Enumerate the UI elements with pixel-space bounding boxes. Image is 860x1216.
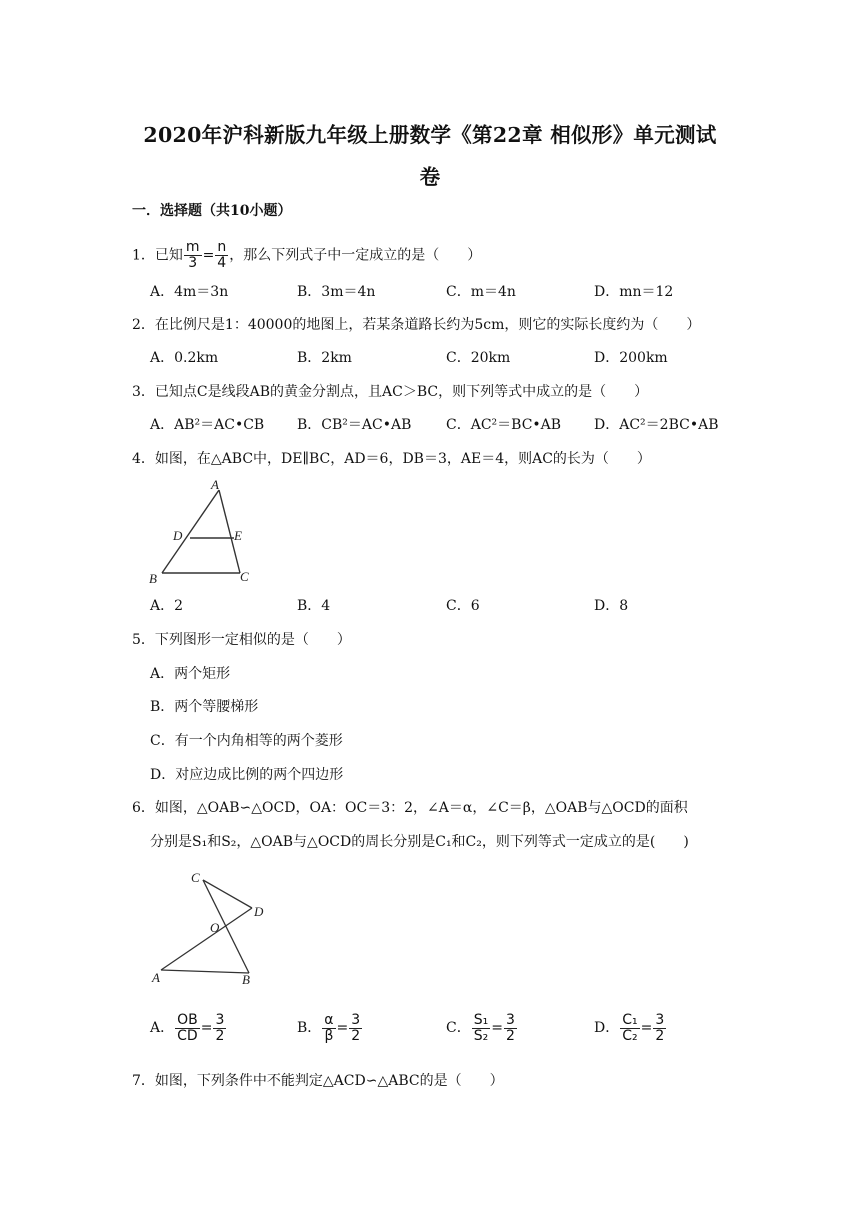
document-title-line1: 2020年沪科新版九年级上册数学《第22章 相似形》单元测试 [143, 123, 717, 147]
question-4-stem: 4．如图，在△ABC中，DE∥BC，AD＝6，DB＝3，AE＝4，则AC的长为（ ） [132, 451, 651, 467]
q6-d-equals: = [640, 1020, 653, 1036]
q6-option-b[interactable] [297, 1010, 363, 1046]
q1-option-b[interactable]: B．3m＝4n [297, 284, 376, 300]
q6-figure-svg [148, 866, 273, 988]
question-1-stem [132, 240, 481, 271]
q6-a-den: CD [177, 1027, 198, 1044]
q6-option-d-fraction [620, 1013, 639, 1044]
q6-figure [148, 866, 273, 992]
q6-option-a-ratio [213, 1013, 226, 1044]
question-6-stem-line2: 分别是S₁和S₂，△OAB与△OCD的周长分别是C₁和C₂，则下列等式一定成立的是( ) [150, 834, 689, 850]
q4-option-a[interactable]: A．2 [150, 598, 184, 614]
question-6-stem-line1: 6．如图，△OAB∽△OCD，OA：OC＝3：2，∠A＝α，∠C＝β，△OAB与△OCD的面积 [132, 800, 688, 816]
q5-option-a[interactable]: A．两个矩形 [150, 666, 231, 682]
q6-option-d[interactable] [594, 1010, 667, 1046]
document-title-line2: 卷 [419, 165, 441, 189]
q6-c-rden: 2 [505, 1027, 515, 1044]
q1-fraction-left [184, 240, 202, 271]
q6-d-den: C₂ [622, 1027, 638, 1044]
q6-d-rnum: 3 [655, 1011, 665, 1028]
q4-figure-svg [145, 476, 270, 588]
q6-c-rnum: 3 [505, 1011, 515, 1028]
q6-b-rnum: 3 [351, 1011, 361, 1028]
q6-label-b: B [242, 972, 250, 987]
q6-option-a[interactable] [150, 1010, 227, 1046]
q4-option-b[interactable]: B．4 [297, 598, 331, 614]
q5-option-d[interactable]: D．对应边成比例的两个四边形 [150, 767, 344, 783]
q3-option-b[interactable]: B．CB²＝AC•AB [297, 417, 412, 433]
q6-option-c[interactable] [446, 1010, 518, 1046]
q6-option-c-fraction [472, 1013, 491, 1044]
q6-label-o: O [210, 920, 220, 935]
q6-c-den: S₂ [473, 1027, 489, 1044]
q4-triangle-figure [145, 476, 270, 592]
q1-suffix: ，那么下列式子中一定成立的是（ ） [229, 247, 482, 264]
q6-option-a-label: A． [150, 1020, 175, 1036]
q1-equals: = [202, 247, 215, 264]
q5-option-c[interactable]: C．有一个内角相等的两个菱形 [150, 733, 343, 749]
q6-a-rnum: 3 [215, 1011, 225, 1028]
q2-option-d[interactable]: D．200km [594, 350, 668, 366]
q6-a-rden: 2 [215, 1027, 225, 1044]
q2-option-a[interactable]: A．0.2km [150, 350, 219, 366]
q6-option-b-fraction [322, 1013, 335, 1044]
q6-option-a-fraction [175, 1013, 200, 1044]
q5-option-b[interactable]: B．两个等腰梯形 [150, 699, 259, 715]
q6-option-b-ratio [349, 1013, 362, 1044]
q6-option-c-label: C． [446, 1020, 471, 1036]
q6-label-a: A [152, 970, 160, 985]
q1-frac-right-num: n [217, 239, 227, 255]
q6-option-c-ratio [504, 1013, 517, 1044]
q6-d-rden: 2 [655, 1027, 665, 1044]
q6-option-d-ratio [653, 1013, 666, 1044]
q6-option-b-label: B． [297, 1020, 322, 1036]
q6-b-den: β [324, 1027, 334, 1044]
q6-label-c: C [191, 870, 200, 885]
q2-option-b[interactable]: B．2km [297, 350, 352, 366]
q1-option-c[interactable]: C．m＝4n [446, 284, 516, 300]
q3-option-a[interactable]: A．AB²＝AC•CB [150, 417, 265, 433]
q6-label-d: D [254, 904, 264, 919]
q4-option-c[interactable]: C．6 [446, 598, 480, 614]
q4-label-a: A [211, 477, 219, 492]
q6-b-equals: = [336, 1020, 349, 1036]
q1-fraction-right [215, 240, 228, 271]
q6-option-d-label: D． [594, 1020, 620, 1036]
q1-frac-left-num: m [185, 239, 200, 255]
question-3-stem: 3．已知点C是线段AB的黄金分割点，且AC＞BC，则下列等式中成立的是（ ） [132, 384, 649, 400]
q4-option-d[interactable]: D．8 [594, 598, 629, 614]
q3-option-d[interactable]: D．AC²＝2BC•AB [594, 417, 719, 433]
q4-label-e: E [234, 528, 242, 543]
section-heading: 一．选择题（共10小题） [132, 203, 292, 219]
question-7-stem: 7．如图，下列条件中不能判定△ACD∽△ABC的是（ ） [132, 1073, 504, 1089]
q4-label-d: D [173, 528, 183, 543]
q3-option-c[interactable]: C．AC²＝BC•AB [446, 417, 562, 433]
q6-d-num: C₁ [622, 1011, 638, 1028]
q1-prefix: 1．已知 [132, 247, 183, 264]
q6-a-equals: = [200, 1020, 213, 1036]
q1-option-a[interactable]: A．4m＝3n [150, 284, 229, 300]
q6-b-num: α [324, 1011, 334, 1028]
q6-c-equals: = [491, 1020, 503, 1036]
q1-frac-right-den: 4 [217, 255, 227, 271]
q4-label-c: C [240, 569, 249, 584]
q6-b-rden: 2 [351, 1027, 361, 1044]
q2-option-c[interactable]: C．20km [446, 350, 511, 366]
q1-option-d[interactable]: D．mn＝12 [594, 284, 674, 300]
q6-a-num: OB [177, 1011, 198, 1028]
q1-frac-left-den: 3 [188, 255, 198, 271]
question-2-stem: 2．在比例尺是1：40000的地图上，若某条道路长约为5cm，则它的实际长度约为（ ） [132, 317, 701, 333]
q4-label-b: B [149, 571, 157, 586]
question-5-stem: 5．下列图形一定相似的是（ ） [132, 632, 351, 648]
q6-c-num: S₁ [473, 1011, 489, 1028]
